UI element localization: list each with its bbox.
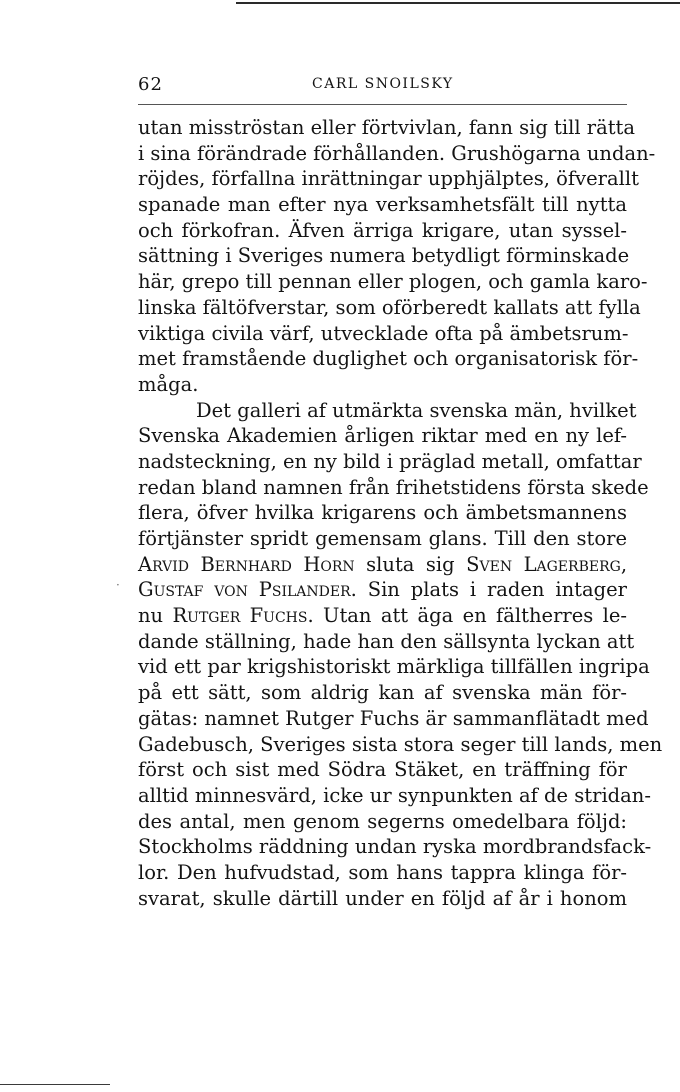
top-edge-rule [236, 2, 680, 4]
proper-name: Rutger Fuchs [172, 604, 308, 628]
text-line [138, 346, 639, 372]
text-segment: röjdes, förfallna inrättningar upphjälptes, öfverallt [138, 167, 639, 191]
text-segment: nu [138, 604, 173, 628]
text-segment: här, grepo till pennan eller plogen, och gamla karo- [138, 270, 648, 294]
text-segment: viktiga civila värf, utvecklade ofta på ämbetsrum- [138, 321, 629, 345]
text-line [138, 218, 627, 244]
proper-name: Gustaf von Psilander [138, 578, 351, 602]
text-segment: linska fältöfverstar, som oförberedt kallats att fylla [138, 295, 641, 319]
text-segment: flera, öfver hvilka krigarens och ämbetsmannens [138, 501, 627, 525]
text-segment: och förkofran. Äfven ärriga krigare, utan syssel- [138, 218, 627, 242]
text-line [138, 449, 642, 475]
text-segment: Svenska Akademien årligen riktar med en ny lef- [138, 424, 627, 448]
text-line [138, 475, 649, 501]
text-segment: alltid minnesvärd, icke ur synpunkten af de stridan- [138, 783, 651, 807]
text-line [138, 783, 651, 809]
text-line [138, 269, 648, 295]
header-rule [138, 104, 627, 105]
text-segment: Det galleri af utmärkta svenska män, hvilket [196, 398, 637, 422]
bottom-edge-rule [0, 1084, 110, 1085]
margin-mark: · [116, 578, 120, 592]
text-line [138, 834, 652, 860]
body-text [138, 115, 663, 911]
proper-name: Sven Lagerberg [466, 552, 621, 576]
text-segment: gätas: namnet Rutger Fuchs är sammanflätadt med [138, 706, 649, 730]
running-head [138, 74, 627, 98]
text-segment: förtjänster spridt gemensam glans. Till den store [138, 527, 627, 550]
text-line [138, 809, 627, 835]
text-line [138, 654, 650, 680]
text-segment: Gadebusch, Sveriges sista stora seger till lands, men [138, 732, 663, 756]
running-title: CARL SNOILSKY [312, 76, 454, 92]
text-line [138, 372, 627, 398]
text-line [138, 243, 630, 269]
text-segment: måga. [138, 372, 199, 396]
text-segment: sättning i Sveriges numera betydligt förminskade [138, 244, 630, 268]
text-line [138, 192, 627, 218]
text-line [138, 166, 639, 192]
text-segment: Stockholms räddning undan ryska mordbrandsfack- [138, 835, 652, 859]
text-line [138, 577, 627, 603]
text-line [138, 706, 649, 732]
text-line [138, 115, 635, 141]
text-line [138, 423, 627, 449]
text-segment: sluta sig [354, 552, 467, 576]
text-segment: dande ställning, hade han den sällsynta lyckan att [138, 629, 635, 653]
text-line [138, 732, 663, 758]
text-segment: svarat, skulle därtill under en följd af år i honom [138, 886, 627, 910]
text-segment: , [620, 552, 628, 576]
text-segment: redan bland namnen från frihetstidens första skede [138, 475, 649, 499]
text-line [138, 603, 627, 629]
text-segment: . Utan att äga en fältherres le- [307, 604, 627, 628]
proper-name: Arvid Bernhard Horn [138, 552, 355, 576]
text-segment: des antal, men genom segerns omedelbara följd: [138, 809, 627, 833]
text-segment: lor. Den hufvudstad, som hans tappra klinga för- [138, 860, 627, 884]
text-line [138, 886, 627, 912]
text-segment: nadsteckning, en ny bild i präglad metall, omfattar [138, 449, 642, 473]
text-line [138, 680, 627, 706]
text-line [138, 398, 637, 424]
text-line [138, 552, 627, 578]
text-segment: spanade man efter nya verksamhetsfält till nytta [138, 193, 627, 217]
text-line [138, 526, 627, 552]
text-line [138, 500, 627, 526]
text-line [138, 860, 627, 886]
text-segment: vid ett par krigshistoriskt märkliga tillfällen ingripa [138, 655, 650, 679]
text-line [138, 321, 627, 347]
text-segment: . Sin plats i raden intager [350, 578, 627, 602]
page-number: 62 [138, 74, 163, 95]
text-line [138, 757, 627, 783]
text-line [138, 141, 656, 167]
text-segment: i sina förändrade förhållanden. Grushögarna undan- [138, 141, 656, 165]
text-line [138, 295, 641, 321]
text-segment: först och sist med Södra Stäket, en träffning för [138, 758, 627, 782]
text-segment: met framstående duglighet och organisatorisk för- [138, 347, 639, 371]
text-line [138, 629, 635, 655]
text-segment: utan misströstan eller förtvivlan, fann sig till rätta [138, 116, 635, 139]
text-segment: på ett sätt, som aldrig kan af svenska män för- [138, 681, 627, 705]
